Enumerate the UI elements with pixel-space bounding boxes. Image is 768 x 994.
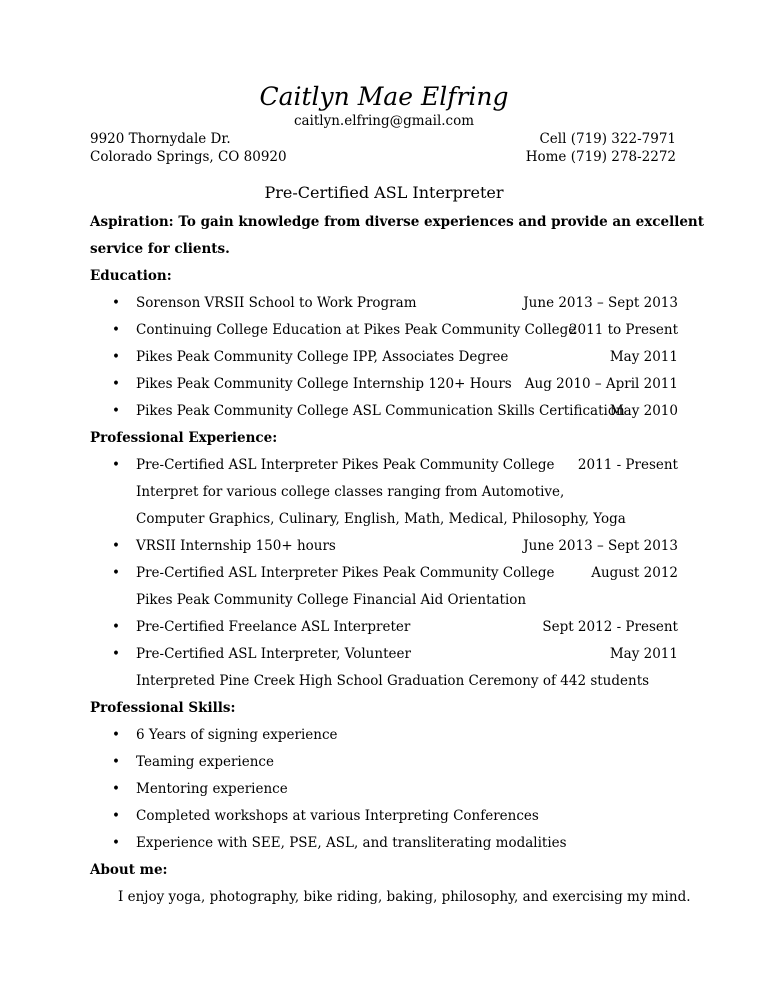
bullet-icon: •	[112, 538, 120, 554]
bullet-icon: •	[112, 457, 120, 473]
education-item	[90, 292, 678, 319]
bullet-icon: •	[112, 835, 120, 851]
experience-item-text: Pre-Certified ASL Interpreter, Volunteer	[136, 646, 411, 662]
education-item-text: Pikes Peak Community College IPP, Associates Degree	[136, 349, 509, 365]
bullet-icon: •	[112, 322, 120, 338]
education-item	[90, 400, 678, 427]
skills-list	[90, 724, 678, 859]
experience-item-detail: Interpret for various college classes ranging from Automotive,	[136, 484, 565, 500]
education-item	[90, 319, 678, 346]
resume-headline: Pre-Certified ASL Interpreter	[264, 183, 504, 202]
experience-item-date: August 2012	[591, 565, 678, 581]
aspiration-line-1: Aspiration: To gain knowledge from diverse experiences and provide an excellent	[90, 214, 704, 230]
experience-list	[90, 454, 678, 697]
skill-item-text: Experience with SEE, PSE, ASL, and transliterating modalities	[136, 835, 567, 851]
skill-item	[90, 832, 678, 859]
experience-item	[90, 562, 678, 589]
address-line-1: 9920 Thornydale Dr.	[90, 131, 231, 147]
education-item	[90, 346, 678, 373]
education-list	[90, 292, 678, 427]
education-item	[90, 373, 678, 400]
experience-item-date: June 2013 – Sept 2013	[523, 538, 678, 554]
education-item-text: Sorenson VRSII School to Work Program	[136, 295, 417, 311]
skill-item-text: 6 Years of signing experience	[136, 727, 338, 743]
education-item-date: Aug 2010 – April 2011	[524, 376, 678, 392]
bullet-icon: •	[112, 376, 120, 392]
education-item-date: May 2011	[609, 349, 678, 365]
bullet-icon: •	[112, 619, 120, 635]
experience-item	[90, 616, 678, 643]
experience-item-date: May 2011	[609, 646, 678, 662]
bullet-icon: •	[112, 781, 120, 797]
bullet-icon: •	[112, 727, 120, 743]
experience-item-date: Sept 2012 - Present	[542, 619, 678, 635]
skill-item	[90, 751, 678, 778]
education-item-text: Pikes Peak Community College ASL Communication Skills Certification	[136, 403, 625, 419]
experience-item-detail: Computer Graphics, Culinary, English, Math, Medical, Philosophy, Yoga	[136, 511, 626, 527]
education-item-date: 2011 to Present	[568, 322, 678, 338]
experience-item-detail: Pikes Peak Community College Financial Aid Orientation	[136, 592, 527, 608]
aspiration-line-2: service for clients.	[90, 241, 230, 257]
skill-item	[90, 778, 678, 805]
experience-item-text: Pre-Certified ASL Interpreter Pikes Peak Community College	[136, 565, 555, 581]
applicant-name: Caitlyn Mae Elfring	[259, 82, 509, 111]
about-text: I enjoy yoga, photography, bike riding, baking, philosophy, and exercising my mind.	[118, 889, 691, 905]
education-item-date: May 2010	[609, 403, 678, 419]
bullet-icon: •	[112, 808, 120, 824]
experience-heading: Professional Experience:	[90, 430, 278, 446]
education-item-text: Pikes Peak Community College Internship 120+ Hours	[136, 376, 512, 392]
education-heading: Education:	[90, 268, 172, 284]
experience-item	[90, 643, 678, 670]
skill-item	[90, 805, 678, 832]
email-address: caitlyn.elfring@gmail.com	[293, 113, 475, 129]
experience-item-text: Pre-Certified Freelance ASL Interpreter	[136, 619, 411, 635]
bullet-icon: •	[112, 565, 120, 581]
skill-item-text: Teaming experience	[136, 754, 274, 770]
address-block	[90, 130, 287, 166]
bullet-icon: •	[112, 754, 120, 770]
experience-item-text: VRSII Internship 150+ hours	[136, 538, 336, 554]
bullet-icon: •	[112, 403, 120, 419]
home-phone: Home (719) 278-2272	[525, 149, 676, 165]
skill-item-text: Completed workshops at various Interpreting Conferences	[136, 808, 539, 824]
skill-item	[90, 724, 678, 751]
education-item-date: June 2013 – Sept 2013	[523, 295, 678, 311]
address-line-2: Colorado Springs, CO 80920	[90, 149, 287, 165]
about-heading: About me:	[90, 862, 168, 878]
experience-item	[90, 454, 678, 481]
skill-item-text: Mentoring experience	[136, 781, 288, 797]
experience-item-detail: Interpreted Pine Creek High School Graduation Ceremony of 442 students	[136, 673, 650, 689]
bullet-icon: •	[112, 295, 120, 311]
experience-item-text: Pre-Certified ASL Interpreter Pikes Peak Community College	[136, 457, 555, 473]
bullet-icon: •	[112, 646, 120, 662]
experience-item-date: 2011 - Present	[577, 457, 678, 473]
skills-heading: Professional Skills:	[90, 700, 236, 716]
experience-item	[90, 535, 678, 562]
cell-phone: Cell (719) 322-7971	[539, 131, 676, 147]
resume-body	[90, 211, 704, 913]
bullet-icon: •	[112, 349, 120, 365]
education-item-text: Continuing College Education at Pikes Peak Community College	[136, 322, 577, 338]
phone-block	[526, 130, 676, 166]
